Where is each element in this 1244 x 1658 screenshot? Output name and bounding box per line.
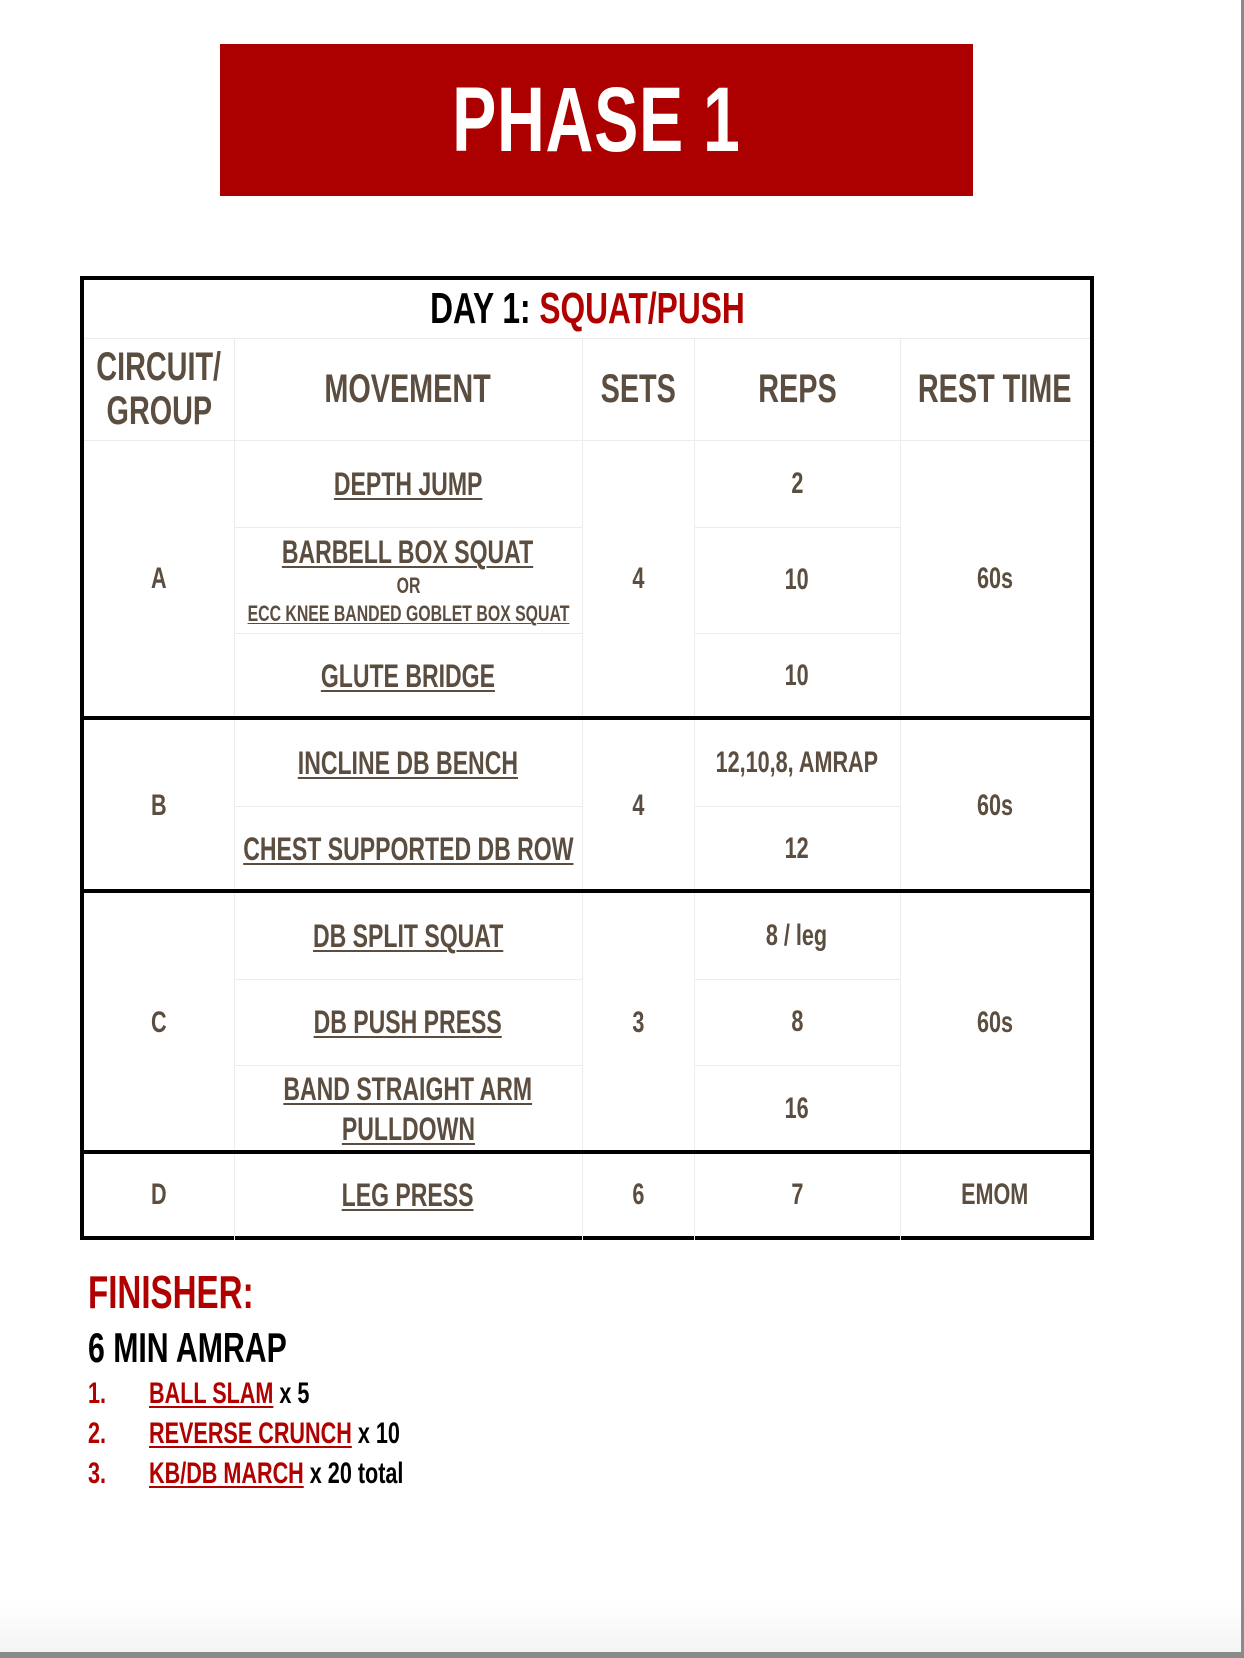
day-label: DAY 1: <box>429 284 531 333</box>
col-header-text: REPS <box>757 367 837 411</box>
reps-cell <box>694 893 900 979</box>
reps-cell <box>694 527 900 633</box>
sets-cell <box>582 1154 694 1236</box>
rest-cell <box>900 720 1090 891</box>
phase-banner <box>220 44 973 196</box>
col-header-sets <box>582 338 694 440</box>
reps-value: 12,10,8, AMRAP <box>715 746 879 779</box>
reps-value: 8 / leg <box>766 919 828 952</box>
rest-value: 60s <box>976 562 1014 595</box>
sets-value: 6 <box>631 1178 645 1211</box>
day-focus: SQUAT/PUSH <box>538 284 745 333</box>
movement-link[interactable]: LEG PRESS <box>342 1177 474 1213</box>
rest-value: 60s <box>976 788 1014 822</box>
page-edge <box>0 1652 1244 1658</box>
reps-cell <box>694 1065 900 1152</box>
movement-link[interactable]: BAND STRAIGHT ARM <box>283 1070 533 1107</box>
rest-value: EMOM <box>961 1178 1029 1211</box>
finisher-subtitle-text: 6 MIN AMRAP <box>88 1324 287 1371</box>
movement-cell <box>234 979 582 1065</box>
or-label: OR <box>396 573 420 598</box>
group-label-cell <box>84 893 234 1152</box>
rest-cell <box>900 440 1090 718</box>
reps-cell <box>694 979 900 1065</box>
group-label: C <box>151 1005 167 1039</box>
day-title-row <box>84 280 1090 338</box>
reps-cell <box>694 806 900 891</box>
page-bottom-shade <box>0 1600 1241 1652</box>
reps-value: 10 <box>784 563 810 596</box>
workout-table <box>80 276 1094 1240</box>
group-label: A <box>151 562 167 595</box>
reps-value: 2 <box>790 466 804 500</box>
col-header-group <box>84 338 234 440</box>
movement-cell <box>234 806 582 891</box>
col-header-text: REST TIME <box>918 367 1072 411</box>
movement-link[interactable]: DB SPLIT SQUAT <box>312 918 504 954</box>
group-label-cell <box>84 440 234 718</box>
rest-cell <box>900 1154 1090 1236</box>
alt-movement-link[interactable]: ECC KNEE BANDED GOBLET BOX SQUAT <box>247 601 569 626</box>
col-header-reps <box>694 338 900 440</box>
reps-value: 16 <box>784 1091 810 1125</box>
item-body <box>149 1374 309 1414</box>
rest-cell <box>900 893 1090 1152</box>
movement-link[interactable]: PULLDOWN <box>341 1110 475 1147</box>
movement-link[interactable]: DEPTH JUMP <box>333 465 483 502</box>
group-label-cell <box>84 720 234 891</box>
sets-value: 4 <box>631 562 645 595</box>
item-number: 2. <box>88 1417 107 1450</box>
reps-cell <box>694 1154 900 1236</box>
finisher-movement-link[interactable]: REVERSE CRUNCH <box>149 1417 352 1450</box>
col-header-text: SETS <box>600 367 676 411</box>
sets-value: 3 <box>631 1005 645 1039</box>
reps-value: 8 <box>790 1005 804 1038</box>
group-label-cell <box>84 1154 234 1236</box>
movement-cell <box>234 527 582 633</box>
sets-cell <box>582 893 694 1152</box>
movement-link[interactable]: BARBELL BOX SQUAT <box>282 534 534 570</box>
reps-value: 12 <box>784 831 810 865</box>
phase-title: PHASE 1 <box>452 69 741 171</box>
finisher-title <box>88 1262 318 1322</box>
movement-link[interactable]: INCLINE DB BENCH <box>297 745 519 781</box>
movement-link[interactable]: CHEST SUPPORTED DB ROW <box>242 830 574 867</box>
col-header-text: CIRCUIT/ <box>96 345 222 389</box>
reps-value: 7 <box>790 1178 804 1211</box>
item-detail: x 10 <box>357 1417 400 1450</box>
group-label: B <box>151 788 167 822</box>
finisher-movement-link[interactable]: KB/DB MARCH <box>149 1457 304 1490</box>
col-header-text: MOVEMENT <box>324 367 492 411</box>
sets-cell <box>582 720 694 891</box>
finisher-movement-link[interactable]: BALL SLAM <box>149 1377 274 1410</box>
sets-value: 4 <box>631 788 645 822</box>
day-title <box>429 284 745 333</box>
item-number: 3. <box>88 1457 107 1490</box>
finisher-title-text: FINISHER: <box>88 1266 254 1318</box>
item-detail: x 20 total <box>309 1457 404 1490</box>
movement-cell <box>234 720 582 806</box>
movement-cell <box>234 1154 582 1236</box>
col-header-movement <box>234 338 582 440</box>
item-detail: x 5 <box>279 1377 310 1410</box>
reps-cell <box>694 440 900 527</box>
movement-cell <box>234 440 582 527</box>
movement-link[interactable]: DB PUSH PRESS <box>313 1004 503 1040</box>
reps-value: 10 <box>784 658 810 692</box>
movement-link[interactable]: GLUTE BRIDGE <box>320 657 496 694</box>
group-label: D <box>151 1178 167 1211</box>
sets-cell <box>582 440 694 718</box>
rest-value: 60s <box>976 1005 1014 1039</box>
item-number: 1. <box>88 1377 107 1410</box>
item-body <box>149 1454 403 1494</box>
col-header-rest <box>900 338 1090 440</box>
item-body <box>149 1414 400 1454</box>
reps-cell <box>694 720 900 806</box>
movement-cell <box>234 893 582 979</box>
col-header-text: GROUP <box>106 389 212 433</box>
movement-cell <box>234 633 582 718</box>
finisher-subtitle <box>88 1318 364 1378</box>
reps-cell <box>694 633 900 718</box>
movement-cell <box>234 1065 582 1152</box>
